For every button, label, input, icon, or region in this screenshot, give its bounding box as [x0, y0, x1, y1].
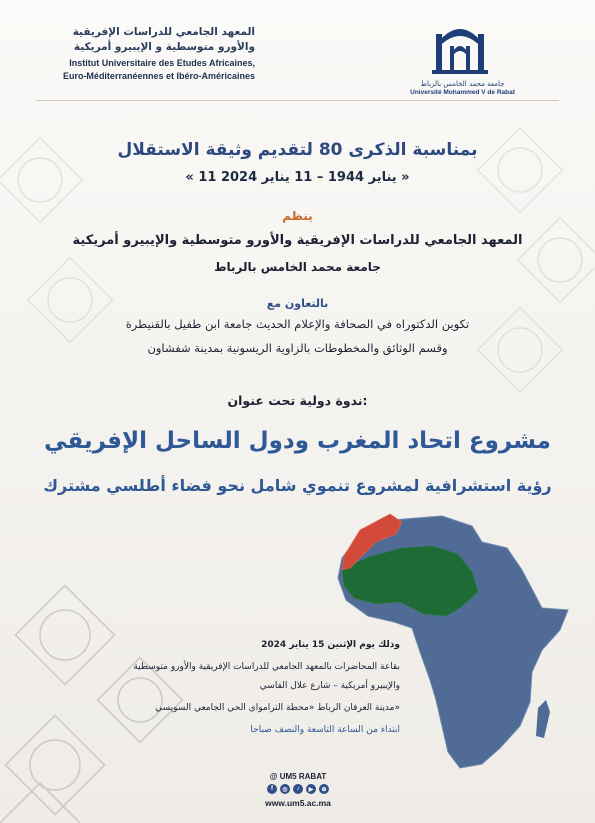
organizer-line2: جامعة محمد الخامس بالرباط [214, 260, 381, 274]
venue-line3: مدينة العرفان الرباط «محطة الترامواي الحي الجامعي السويسي» [155, 703, 400, 713]
institute-name-ar-line2: والأورو متوسطية و الإيبيرو أمريكية [73, 41, 255, 53]
social-icons-row [254, 784, 342, 794]
institute-name-fr-line1: Institut Universitaire des Etudes Africaines, [69, 58, 255, 68]
web-icon[interactable]: ⊕ [319, 784, 329, 794]
tiktok-icon[interactable]: ♪ [293, 784, 303, 794]
instagram-icon[interactable]: ◎ [280, 784, 290, 794]
symposium-subtitle: رؤية استشرافية لمشروع تنموي شامل نحو فضاء أطلسي مشترك [43, 476, 552, 495]
event-date: وذلك يوم الإثنين 15 يناير 2024 [261, 640, 400, 650]
youtube-icon[interactable]: ▶ [306, 784, 316, 794]
partner-line1: تكوين الدكتوراه في الصحافة والإعلام الحديث جامعة ابن طفيل بالقنيطرة [125, 317, 470, 331]
header-divider [36, 100, 559, 101]
event-start-time: ابتداء من الساعة التاسعة والنصف صباحا [250, 725, 400, 735]
occasion-heading: بمناسبة الذكرى 80 لتقديم وثيقة الاستقلال [117, 140, 478, 160]
symposium-main-title: مشروع اتحاد المغرب ودول الساحل الإفريقي [44, 428, 551, 454]
institute-name-ar-line1: المعهد الجامعي للدراسات الإفريقية [72, 26, 255, 38]
university-name-ar: جامعة محمد الخامس بالرباط [420, 80, 505, 88]
organizer-line1: المعهد الجامعي للدراسات الإفريقية والأورو متوسطية والإيبيرو أمريكية [72, 233, 523, 248]
anniversary-dates: « 11 يناير 1944 – 11 يناير 2024 » [185, 170, 410, 185]
venue-line1: بقاعة المحاضرات بالمعهد الجامعي للدراسات الإفريقية والأورو متوسطية [133, 662, 400, 672]
collaboration-label: بالتعاون مع [266, 297, 329, 310]
university-logo-icon [430, 24, 490, 76]
madagascar-shape [536, 700, 550, 738]
institute-name-fr-line2: Euro-Méditerranéennes et Ibéro-Américaines [62, 71, 255, 81]
pattern-bottom-left-decoration [0, 560, 220, 823]
university-name-fr: Université Mohammed V de Rabat [410, 89, 515, 96]
social-handle: @ UM5 RABAT [269, 772, 327, 781]
website-link[interactable]: www.um5.ac.ma [265, 798, 331, 808]
venue-line2: والإيبيرو أمريكية – شارع علال الفاسي [259, 681, 400, 691]
organizes-label: ينظم [282, 209, 313, 223]
symposium-intro: ندوة دولية تحت عنوان: [227, 393, 368, 408]
facebook-icon[interactable]: f [267, 784, 277, 794]
partner-line2: وقسم الوثائق والمخطوطات بالزاوية الريسونية بمدينة شفشاون [147, 341, 448, 355]
